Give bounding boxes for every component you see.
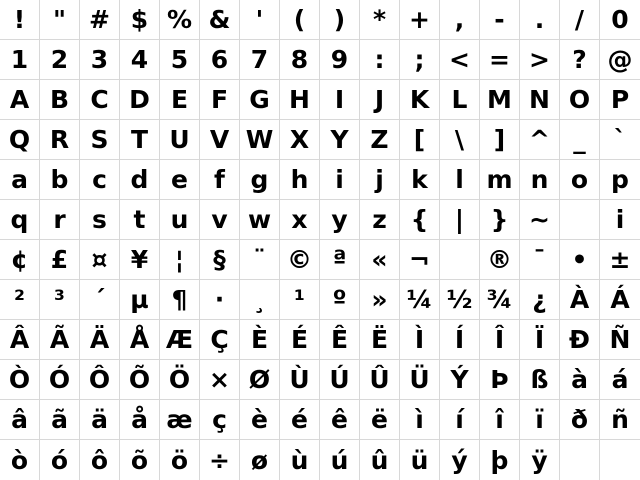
glyph-cell[interactable]: • [560,240,600,280]
glyph-cell[interactable]: ] [480,120,520,160]
glyph-cell[interactable]: × [200,360,240,400]
glyph-cell[interactable]: ; [400,40,440,80]
glyph-cell[interactable]: Ä [80,320,120,360]
glyph-cell[interactable]: ¯ [520,240,560,280]
glyph-cell[interactable]: p [600,160,640,200]
glyph-cell[interactable]: ¿ [520,280,560,320]
glyph-cell[interactable]: V [200,120,240,160]
glyph-cell[interactable]: 2 [40,40,80,80]
glyph-cell[interactable]: Ó [40,360,80,400]
glyph-cell[interactable]: ³ [40,280,80,320]
glyph-cell[interactable]: q [0,200,40,240]
glyph-cell[interactable]: ¬ [400,240,440,280]
glyph-cell[interactable]: ¶ [160,280,200,320]
glyph-cell[interactable]: þ [480,440,520,480]
glyph-cell[interactable]: ý [440,440,480,480]
glyph-cell[interactable]: Î [480,320,520,360]
glyph-cell[interactable]: ë [360,400,400,440]
glyph-cell[interactable]: « [360,240,400,280]
glyph-cell[interactable]: ´ [80,280,120,320]
glyph-cell[interactable]: F [200,80,240,120]
glyph-cell[interactable]: R [40,120,80,160]
glyph-cell[interactable]: µ [120,280,160,320]
glyph-cell[interactable]: - [480,0,520,40]
glyph-cell[interactable]: N [520,80,560,120]
glyph-cell[interactable]: = [480,40,520,80]
glyph-cell[interactable]: i [600,200,640,240]
glyph-cell[interactable]: ¾ [480,280,520,320]
glyph-cell[interactable]: 6 [200,40,240,80]
glyph-cell[interactable]: Ú [320,360,360,400]
glyph-cell[interactable]: g [240,160,280,200]
glyph-cell[interactable]: ó [40,440,80,480]
glyph-cell[interactable]: J [360,80,400,120]
glyph-cell[interactable]: ) [320,0,360,40]
glyph-cell[interactable]: ` [600,120,640,160]
glyph-cell[interactable]: ª [320,240,360,280]
glyph-cell[interactable]: ù [280,440,320,480]
glyph-cell[interactable]: @ [600,40,640,80]
glyph-cell[interactable]: k [400,160,440,200]
glyph-cell[interactable]: ~ [520,200,560,240]
glyph-cell[interactable]: Í [440,320,480,360]
glyph-cell[interactable]: Ë [360,320,400,360]
glyph-cell[interactable]: ¢ [0,240,40,280]
glyph-cell[interactable]: : [360,40,400,80]
glyph-cell[interactable]: Ø [240,360,280,400]
glyph-cell[interactable]: Æ [160,320,200,360]
glyph-cell[interactable]: ä [80,400,120,440]
glyph-cell[interactable]: _ [560,120,600,160]
glyph-cell[interactable]: T [120,120,160,160]
glyph-cell[interactable]: ç [200,400,240,440]
glyph-cell[interactable]: í [440,400,480,440]
glyph-cell[interactable]: H [280,80,320,120]
glyph-cell[interactable]: s [80,200,120,240]
glyph-cell[interactable]: Ö [160,360,200,400]
glyph-cell[interactable]: Ç [200,320,240,360]
glyph-cell[interactable]: ã [40,400,80,440]
glyph-cell[interactable]: é [280,400,320,440]
glyph-cell[interactable]: , [440,0,480,40]
glyph-cell[interactable]: U [160,120,200,160]
glyph-cell[interactable]: Â [0,320,40,360]
glyph-cell[interactable]: $ [120,0,160,40]
glyph-cell[interactable]: < [440,40,480,80]
glyph-cell[interactable]: ( [280,0,320,40]
glyph-cell[interactable]: ¥ [120,240,160,280]
glyph-cell[interactable]: x [280,200,320,240]
glyph-cell[interactable]: G [240,80,280,120]
glyph-cell[interactable]: ô [80,440,120,480]
glyph-cell[interactable]: Ì [400,320,440,360]
glyph-cell[interactable]: ì [400,400,440,440]
glyph-cell[interactable]: O [560,80,600,120]
glyph-cell[interactable]: ¼ [400,280,440,320]
glyph-cell[interactable]: c [80,160,120,200]
glyph-cell[interactable] [560,200,600,240]
glyph-cell[interactable]: # [80,0,120,40]
glyph-cell[interactable]: Ù [280,360,320,400]
glyph-cell[interactable]: £ [40,240,80,280]
glyph-cell[interactable]: D [120,80,160,120]
glyph-cell[interactable]: | [440,200,480,240]
glyph-cell[interactable]: I [320,80,360,120]
glyph-cell[interactable]: ^ [520,120,560,160]
glyph-cell[interactable]: & [200,0,240,40]
glyph-cell[interactable]: Z [360,120,400,160]
glyph-cell[interactable]: ÷ [200,440,240,480]
glyph-cell[interactable]: 7 [240,40,280,80]
glyph-cell[interactable]: ¤ [80,240,120,280]
glyph-cell[interactable]: Ñ [600,320,640,360]
glyph-cell[interactable]: a [0,160,40,200]
glyph-cell[interactable]: ½ [440,280,480,320]
glyph-cell[interactable]: É [280,320,320,360]
glyph-cell[interactable]: r [40,200,80,240]
glyph-cell[interactable]: ¦ [160,240,200,280]
glyph-cell[interactable]: û [360,440,400,480]
glyph-cell[interactable]: Ð [560,320,600,360]
glyph-cell[interactable]: y [320,200,360,240]
glyph-cell[interactable]: 0 [600,0,640,40]
glyph-cell[interactable]: ¸ [240,280,280,320]
glyph-cell[interactable]: ± [600,240,640,280]
glyph-cell[interactable]: 3 [80,40,120,80]
glyph-cell[interactable]: S [80,120,120,160]
glyph-cell[interactable]: õ [120,440,160,480]
glyph-cell[interactable]: % [160,0,200,40]
glyph-cell[interactable]: ï [520,400,560,440]
glyph-cell[interactable]: § [200,240,240,280]
glyph-cell[interactable]: + [400,0,440,40]
glyph-cell[interactable]: t [120,200,160,240]
glyph-cell[interactable]: à [560,360,600,400]
glyph-cell[interactable]: l [440,160,480,200]
glyph-cell[interactable]: ¹ [280,280,320,320]
glyph-cell[interactable]: Y [320,120,360,160]
glyph-cell[interactable]: n [520,160,560,200]
glyph-cell[interactable]: M [480,80,520,120]
glyph-cell[interactable]: z [360,200,400,240]
glyph-cell[interactable]: A [0,80,40,120]
glyph-cell[interactable]: d [120,160,160,200]
glyph-cell[interactable]: ú [320,440,360,480]
glyph-cell[interactable]: æ [160,400,200,440]
glyph-cell[interactable]: Û [360,360,400,400]
glyph-cell[interactable]: º [320,280,360,320]
glyph-cell[interactable]: Ï [520,320,560,360]
glyph-cell[interactable]: { [400,200,440,240]
glyph-cell[interactable]: Ê [320,320,360,360]
glyph-cell[interactable]: â [0,400,40,440]
glyph-cell[interactable]: \ [440,120,480,160]
glyph-cell[interactable]: * [360,0,400,40]
glyph-cell[interactable]: 9 [320,40,360,80]
glyph-cell[interactable]: ê [320,400,360,440]
glyph-cell[interactable]: å [120,400,160,440]
glyph-cell[interactable]: ö [160,440,200,480]
glyph-cell[interactable]: " [40,0,80,40]
glyph-cell[interactable]: 5 [160,40,200,80]
glyph-cell[interactable]: 8 [280,40,320,80]
glyph-cell[interactable]: K [400,80,440,120]
glyph-cell[interactable]: X [280,120,320,160]
glyph-cell[interactable]: · [200,280,240,320]
glyph-cell[interactable]: 4 [120,40,160,80]
glyph-cell[interactable]: w [240,200,280,240]
glyph-cell[interactable]: E [160,80,200,120]
glyph-cell[interactable]: } [480,200,520,240]
glyph-cell[interactable]: i [320,160,360,200]
glyph-cell[interactable]: C [80,80,120,120]
glyph-cell[interactable]: [ [400,120,440,160]
glyph-cell[interactable]: ß [520,360,560,400]
glyph-cell[interactable]: ÿ [520,440,560,480]
glyph-cell[interactable]: Þ [480,360,520,400]
glyph-cell[interactable]: » [360,280,400,320]
glyph-cell[interactable]: Q [0,120,40,160]
glyph-cell[interactable] [440,240,480,280]
glyph-cell[interactable]: . [520,0,560,40]
glyph-cell[interactable]: > [520,40,560,80]
glyph-cell[interactable]: ñ [600,400,640,440]
glyph-cell[interactable]: P [600,80,640,120]
glyph-cell[interactable]: Ò [0,360,40,400]
glyph-cell[interactable]: h [280,160,320,200]
glyph-cell[interactable]: Õ [120,360,160,400]
glyph-cell[interactable]: / [560,0,600,40]
glyph-cell[interactable]: Å [120,320,160,360]
glyph-cell[interactable]: ² [0,280,40,320]
glyph-cell[interactable]: 1 [0,40,40,80]
glyph-cell[interactable]: ' [240,0,280,40]
glyph-cell[interactable]: ø [240,440,280,480]
glyph-cell[interactable]: B [40,80,80,120]
glyph-cell[interactable]: b [40,160,80,200]
glyph-cell[interactable]: ü [400,440,440,480]
glyph-cell[interactable]: W [240,120,280,160]
glyph-cell[interactable] [560,440,600,480]
glyph-cell[interactable]: Ô [80,360,120,400]
glyph-cell[interactable]: Ã [40,320,80,360]
glyph-cell[interactable]: È [240,320,280,360]
glyph-cell[interactable]: e [160,160,200,200]
glyph-cell[interactable]: f [200,160,240,200]
glyph-cell[interactable]: Á [600,280,640,320]
glyph-cell[interactable]: ò [0,440,40,480]
glyph-cell[interactable]: o [560,160,600,200]
glyph-cell[interactable]: ? [560,40,600,80]
glyph-cell[interactable]: j [360,160,400,200]
glyph-cell[interactable]: m [480,160,520,200]
glyph-cell[interactable]: î [480,400,520,440]
glyph-cell[interactable]: ð [560,400,600,440]
glyph-cell[interactable]: L [440,80,480,120]
glyph-cell[interactable]: ! [0,0,40,40]
glyph-cell[interactable]: © [280,240,320,280]
glyph-cell[interactable]: Ý [440,360,480,400]
glyph-cell[interactable] [600,440,640,480]
glyph-cell[interactable]: v [200,200,240,240]
glyph-cell[interactable]: è [240,400,280,440]
glyph-cell[interactable]: u [160,200,200,240]
glyph-cell[interactable]: ¨ [240,240,280,280]
glyph-cell[interactable]: À [560,280,600,320]
glyph-cell[interactable]: á [600,360,640,400]
glyph-cell[interactable]: Ü [400,360,440,400]
glyph-cell[interactable]: ® [480,240,520,280]
